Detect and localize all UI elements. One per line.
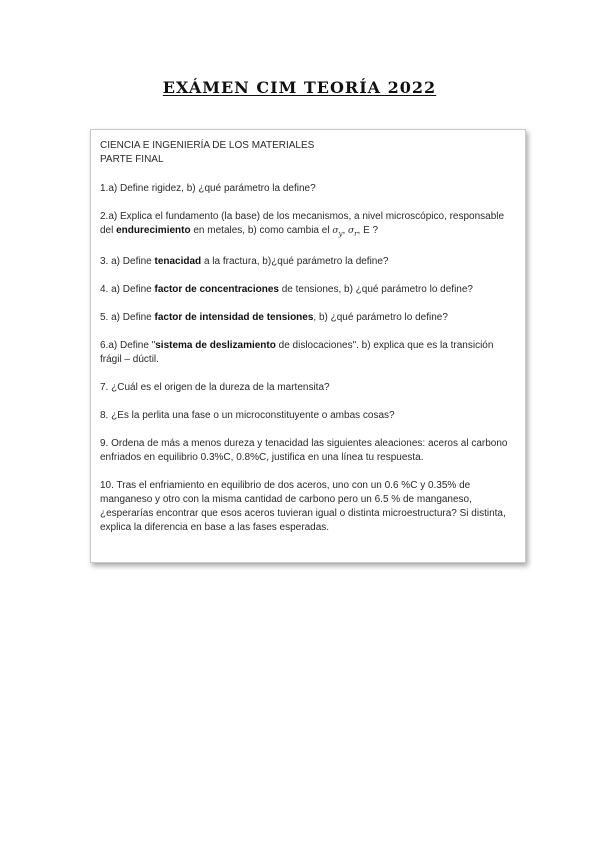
question-7: 7. ¿Cuál es el origen de la dureza de la martensita? <box>100 381 330 393</box>
question-10: 10. Tras el enfriamiento en equilibrio de dos aceros, uno con un 0.6 %C y 0.35% de manganeso y otro con la misma cantidad de carbono pero un 6.5 % de manganeso, ¿esperarías encontrar que esos aceros tuvieran igual o distinta microestructura? Si distinta, explica la diferencia en base a las fases esperadas. <box>100 479 506 533</box>
page-title: EXÁMEN CIM TEORÍA 2022 <box>162 78 437 97</box>
course-name: CIENCIA E INGENIERÍA DE LOS MATERIALES <box>100 140 315 151</box>
symbol-sigma-y: $\sigma_y$ <box>332 226 343 238</box>
keyword-factor-intensidad: factor de intensidad de tensiones <box>154 311 314 323</box>
question-9: 9. Ordena de más a menos dureza y tenacidad las siguientes aleaciones: aceros al carbono enfriados en equilibrio 0.3%C, 0.8%C, justifica en una línea tu respuesta. <box>100 437 508 463</box>
exam-question-box <box>90 129 526 563</box>
question-6: 6.a) Define "sistema de deslizamiento de dislocaciones". b) explica que es la transición frágil – dúctil. <box>100 339 494 365</box>
exam-part: PARTE FINAL <box>100 154 164 165</box>
question-5: 5. a) Define factor de intensidad de tensiones, b) ¿qué parámetro lo define? <box>100 311 448 323</box>
keyword-endurecimiento: endurecimiento <box>116 225 191 236</box>
symbol-sigma-r: $\sigma_r$ <box>348 226 358 238</box>
question-1: 1.a) Define rigidez, b) ¿qué parámetro la define? <box>100 183 316 194</box>
keyword-sistema-deslizamiento: sistema de deslizamiento <box>155 339 276 351</box>
keyword-factor-concentraciones: factor de concentraciones <box>154 283 279 295</box>
question-2: 2.a) Explica el fundamento (la base) de los mecanismos, a nivel microscópico, responsable del endurecimiento en metales, b) como cambia el $\sigma_y$, $\sigma_r$, E ? <box>100 211 505 238</box>
keyword-tenacidad: tenacidad <box>154 255 202 267</box>
question-3: 3. a) Define tenacidad a la fractura, b)¿qué parámetro la define? <box>100 255 389 267</box>
question-8: 8. ¿Es la perlita una fase o un microconstituyente o ambas cosas? <box>100 409 395 421</box>
question-4: 4. a) Define factor de concentraciones de tensiones, b) ¿qué parámetro lo define? <box>100 283 473 295</box>
